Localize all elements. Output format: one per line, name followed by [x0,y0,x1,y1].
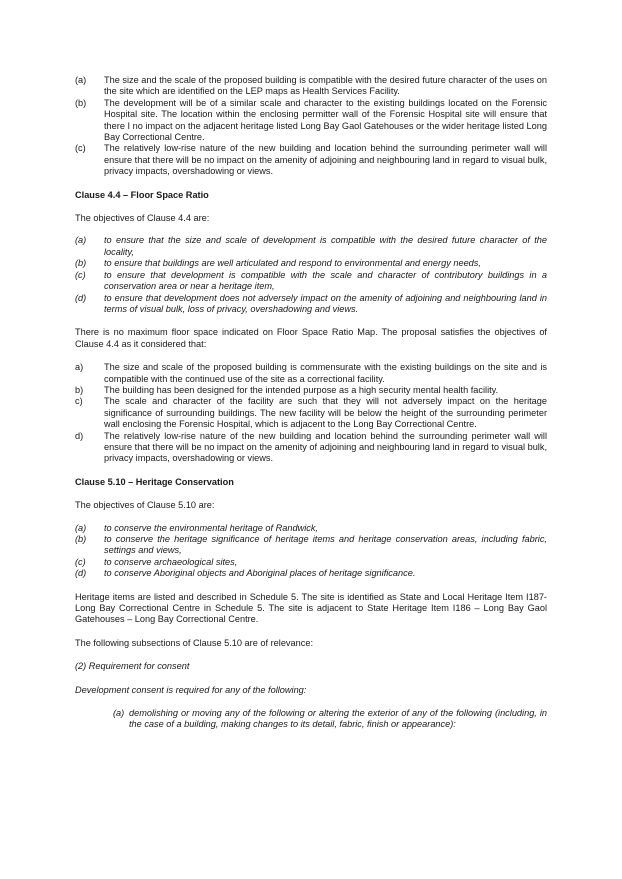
item-text: to conserve archaeological sites, [104,556,238,567]
clause-4-4-points [75,362,547,465]
item-text: The size and scale of the proposed building is commensurate with the existing buildings on the site and is compatible with the continued use of the site as a correctional facility. [104,362,547,384]
item-label: (b) [75,258,87,269]
item-label: (a) [75,522,87,533]
item-label: (c) [75,269,86,280]
clause-5-10-objectives-intro: The objectives of Clause 5.10 are: [75,500,215,511]
item-label: (d) [75,292,87,303]
list-item [75,362,547,385]
item-text: The building has been designed for the intended purpose as a high security mental health facility. [104,384,499,395]
list-item [75,557,547,568]
item-text: The scale and character of the facility are such that they will not adversely impact on the heritage significance of surrounding buildings. The new facility will be below the height of the surrounding perimeter wall enclosing the Forensic Hospital, which is adjacent to the Long Bay Correctional Centre. [104,396,547,430]
item-text: The size and the scale of the proposed building is compatible with the desired future character of the uses on the site which are identified on the LEP maps as Health Services Facility. [104,75,547,97]
item-label: c) [75,396,83,407]
item-text: The development will be of a similar scale and character to the existing buildings located on the Forensic Hospital site. The location within the enclosing permitter wall of the Forensic Hospital site will ensure that there I no impact on the adjacent heritage listed Long Bay Gaol Gatehouses or the wider heritage listed Long Bay Correctional Centre. [104,97,547,143]
consent-intro: Development consent is required for any of the following: [75,684,307,695]
consent-items [113,708,547,731]
list-item [75,98,547,144]
clause-4-4-heading: Clause 4.4 – Floor Space Ratio [75,189,209,200]
item-text: The relatively low-rise nature of the new building and location behind the surrounding perimeter wall will ensure that there will be no impact on the amenity of adjoining and neighbouring land in regard to visual bulk, privacy impacts, overshadowing or views. [104,143,547,177]
item-label: d) [75,430,84,441]
item-label: (a) [75,75,87,85]
item-label: (d) [75,568,87,579]
list-item [75,235,547,258]
item-text: to ensure that development is compatible with the scale and character of contributory buildings in a conservation area or near a heritage item, [104,269,547,292]
item-label: (c) [75,556,86,567]
list-item [75,523,547,534]
list-item [75,568,547,579]
item-label: (b) [75,534,87,544]
clause-5-10-objectives [75,523,547,580]
subsection-title: (2) Requirement for consent [75,661,190,672]
item-label: (b) [75,97,87,108]
item-label: (a) [75,235,87,246]
item-label: b) [75,384,84,395]
item-text: demolishing or moving any of the following or altering the exterior of any of the following (including, in the case of a building, making changes to its detail, fabric, finish or appearance): [129,708,547,730]
item-label: (c) [75,143,86,154]
clause-4-4-summary: There is no maximum floor space indicated on Floor Space Ratio Map. The proposal satisfies the objectives of Clause 4.4 as it considered that: [75,327,547,349]
list-item [75,258,547,269]
list-item [75,431,547,465]
item-text: to conserve Aboriginal objects and Aboriginal places of heritage significance. [104,568,416,579]
list-item [75,75,547,98]
heritage-paragraph: Heritage items are listed and described in Schedule 5. The site is identified as State and Local Heritage Item I187- Long Bay Correctional Centre in Schedule 5. The site is adjacent to State Heritage Item I186 – Long Bay Gaol Gatehouses – Long Bay Correctional Centre. [75,591,547,625]
item-label: (a) [113,708,125,719]
item-text: to conserve the heritage significance of heritage items and heritage conservation areas, including fabric, settings and views, [104,534,547,556]
list-item [75,270,547,293]
item-text: to ensure that buildings are well articulated and respond to environmental and energy needs, [104,258,481,269]
clause-4-4-objectives-intro: The objectives of Clause 4.4 are: [75,213,210,224]
list-item [113,708,547,731]
clause-5-10-heading: Clause 5.10 – Heritage Conservation [75,476,234,487]
subsections-intro: The following subsections of Clause 5.10 are of relevance: [75,637,313,648]
item-text: to ensure that development does not adversely impact on the amenity of adjoining and neighbouring land in terms of visual bulk, loss of privacy, overshadowing and views. [104,292,547,314]
clause-4-4-objectives [75,235,547,315]
list-item [75,396,547,430]
list-item [75,385,547,396]
item-text: The relatively low-rise nature of the new building and location behind the surrounding perimeter wall will ensure that there will be no impact on the amenity of adjoining and neighbouring land in regard to visual bulk, privacy impacts, overshadowing or views. [104,430,547,464]
item-text: to ensure that the size and scale of development is compatible with the desired future character of the locality, [104,235,547,257]
list-item [75,143,547,177]
intro-list [75,75,547,178]
list-item [75,534,547,557]
list-item [75,293,547,316]
item-label: a) [75,362,84,373]
item-text: to conserve the environmental heritage of Randwick, [104,522,318,533]
